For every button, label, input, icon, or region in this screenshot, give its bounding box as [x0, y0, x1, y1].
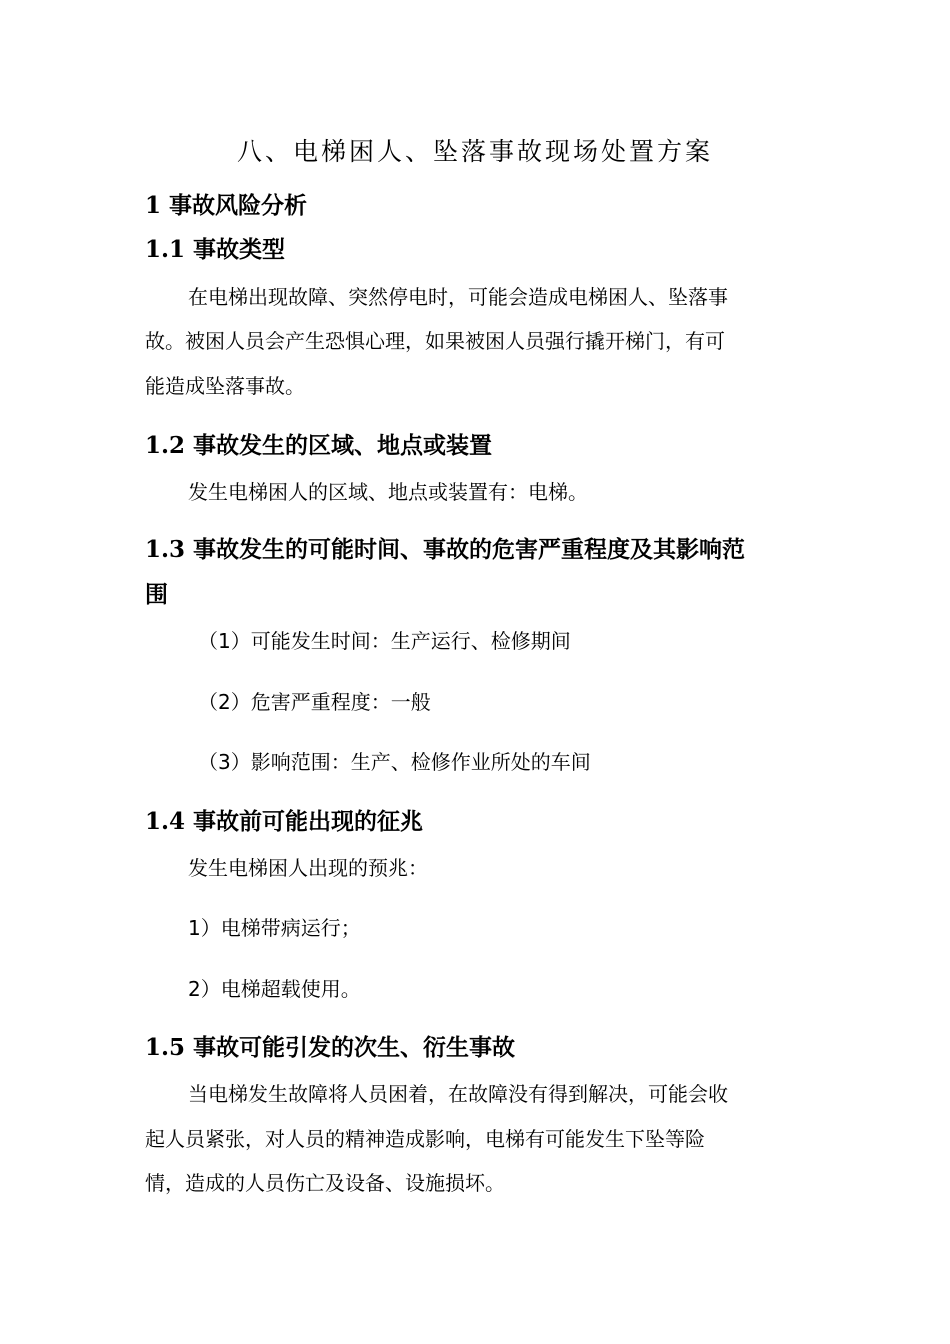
section-heading-1-4: 1.4 事故前可能出现的征兆 — [145, 808, 424, 835]
paragraph-1-1-line-1: 在电梯出现故障、突然停电时，可能会造成电梯困人、坠落事 — [188, 285, 728, 309]
list-item-1-4-2: 2）电梯超载使用。 — [188, 977, 361, 1001]
section-heading-1-5: 1.5 事故可能引发的次生、衍生事故 — [145, 1034, 516, 1061]
section-heading-1-3-line-1: 1.3 事故发生的可能时间、事故的危害严重程度及其影响范 — [145, 536, 746, 563]
paragraph-1-5-line-3: 情，造成的人员伤亡及设备、设施损坏。 — [145, 1171, 505, 1195]
paragraph-1-4-line-1: 发生电梯困人出现的预兆： — [188, 856, 428, 880]
document-title: 八、电梯困人、坠落事故现场处置方案 — [236, 137, 713, 166]
list-item-1-3-2: （2）危害严重程度：一般 — [198, 690, 431, 714]
section-heading-1-1: 1.1 事故类型 — [145, 236, 286, 263]
list-item-1-4-1: 1）电梯带病运行； — [188, 916, 361, 940]
paragraph-1-2-line-1: 发生电梯困人的区域、地点或装置有：电梯。 — [188, 480, 588, 504]
list-item-1-3-1: （1）可能发生时间：生产运行、检修期间 — [198, 629, 571, 653]
paragraph-1-5-line-2: 起人员紧张，对人员的精神造成影响，电梯有可能发生下坠等险 — [145, 1127, 705, 1151]
list-item-1-3-3: （3）影响范围：生产、检修作业所处的车间 — [198, 750, 591, 774]
section-heading-1-3-line-2: 围 — [145, 581, 168, 608]
paragraph-1-1-line-3: 能造成坠落事故。 — [145, 374, 305, 398]
paragraph-1-5-line-1: 当电梯发生故障将人员困着，在故障没有得到解决，可能会收 — [188, 1082, 728, 1106]
section-heading-1: 1 事故风险分析 — [145, 192, 308, 219]
paragraph-1-1-line-2: 故。被困人员会产生恐惧心理，如果被困人员强行撬开梯门，有可 — [145, 329, 725, 353]
section-heading-1-2: 1.2 事故发生的区域、地点或装置 — [145, 432, 493, 459]
